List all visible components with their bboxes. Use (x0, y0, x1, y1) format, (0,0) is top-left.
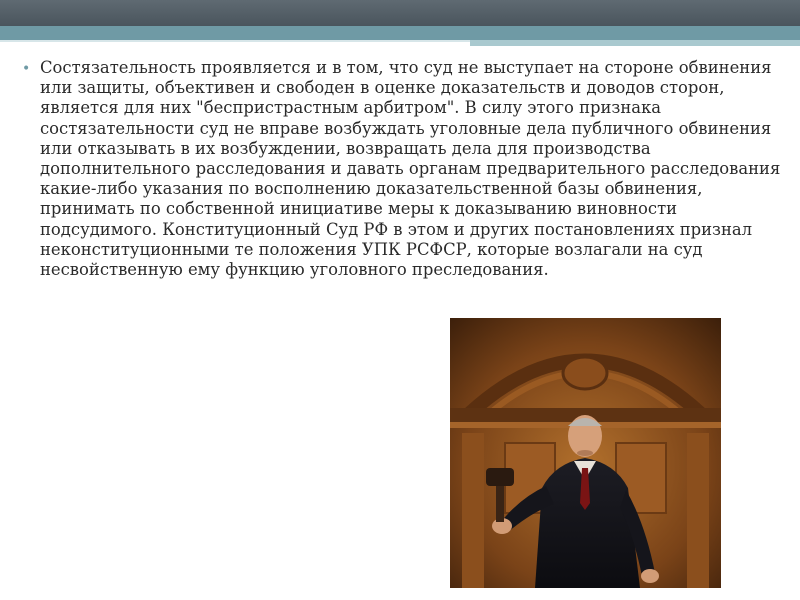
bullet-item (22, 58, 786, 280)
header-accent-stripe (470, 40, 800, 46)
body-paragraph: Состязательность проявляется и в том, что суд не выступает на стороне обвинения или защиты, объективен и свободен в оценке доказательств и доводов сторон, является для них "беспристрастным арбитром". В силу этого признака состязательности суд не вправе возбуждать уголовные дела публичного обвинения или отказывать в их возбуждении, возвращать дела для производства дополнительного расследования и давать органам предварительного расследования какие-либо указания по восполнению доказательственной базы обвинения, принимать по собственной инициативе меры к доказыванию виновности подсудимого. Конституционный Суд РФ в этом и других постановлениях признал неконституционными те положения УПК РСФСР, которые возлагали на суд несвойственную ему функцию уголовного преследования. (40, 58, 781, 280)
header-stripe (0, 26, 800, 40)
judge-with-gavel-icon (450, 318, 721, 588)
header-thin-line (0, 40, 470, 42)
judge-photo (450, 318, 721, 588)
bullet-dot-icon: • (22, 61, 31, 77)
header-band (0, 0, 800, 26)
